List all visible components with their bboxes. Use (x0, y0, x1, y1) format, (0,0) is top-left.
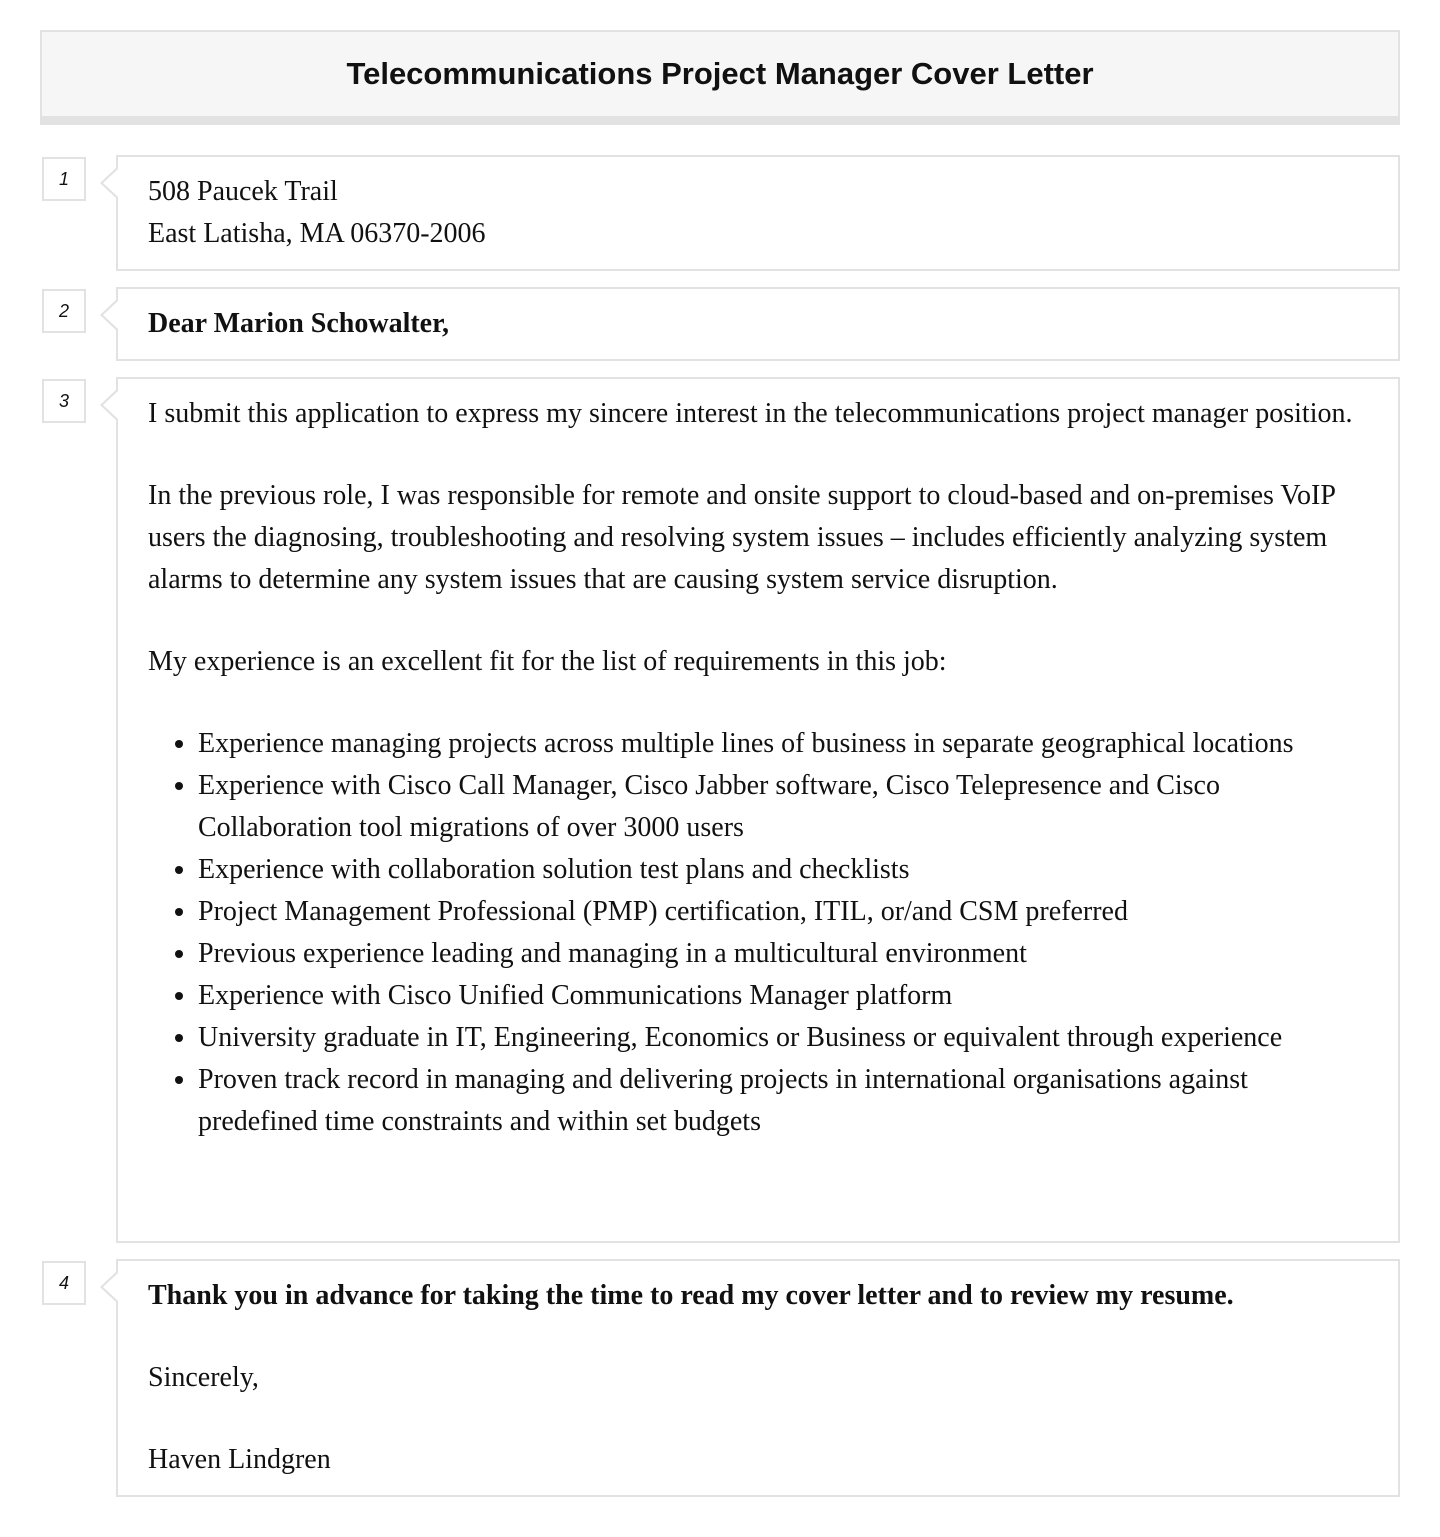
section-number-3: 3 (42, 379, 86, 423)
list-item: • Project Management Professional (PMP) certification, ITIL, or/and CSM preferred (198, 891, 1368, 933)
address-line-2: East Latisha, MA 06370-2006 (148, 218, 486, 249)
previous-role-paragraph: In the previous role, I was responsible for remote and onsite support to cloud-based and on-premises VoIP users the diagnosing, troubleshooting and resolving system issues – includes efficiently analyzing system alarms to determine any system issues that are causing system service disruption. (148, 480, 1335, 595)
list-item: • Proven track record in managing and delivering projects in international organisations against predefined time constraints and within set budgets (198, 1059, 1368, 1143)
list-item: • Experience with Cisco Call Manager, Cisco Jabber software, Cisco Telepresence and Cisco Collaboration tool migrations of over 3000 users (198, 765, 1368, 849)
list-item: • Experience managing projects across multiple lines of business in separate geographical locations (198, 723, 1368, 765)
section-number-4: 4 (42, 1261, 86, 1305)
page-header (40, 30, 1400, 125)
signature-name: Haven Lindgren (148, 1444, 331, 1475)
requirements-list (148, 723, 1368, 1143)
page-title: Telecommunications Project Manager Cover Letter (346, 56, 1094, 91)
fit-intro-paragraph: My experience is an excellent fit for the list of requirements in this job: (148, 646, 947, 677)
address-section (116, 155, 1400, 271)
closing-salutation: Sincerely, (148, 1362, 259, 1393)
list-item: • Previous experience leading and managing in a multicultural environment (198, 933, 1368, 975)
section-number-2: 2 (42, 289, 86, 333)
thanks-paragraph: Thank you in advance for taking the time to read my cover letter and to review my resume. (148, 1280, 1234, 1311)
address-line-1: 508 Paucek Trail (148, 176, 338, 207)
intro-paragraph: I submit this application to express my sincere interest in the telecommunications project manager position. (148, 398, 1353, 429)
greeting: Dear Marion Schowalter, (148, 308, 449, 339)
greeting-section (116, 287, 1400, 361)
list-item: • Experience with collaboration solution test plans and checklists (198, 849, 1368, 891)
list-item: • Experience with Cisco Unified Communications Manager platform (198, 975, 1368, 1017)
list-item: • University graduate in IT, Engineering, Economics or Business or equivalent through experience (198, 1017, 1368, 1059)
section-number-1: 1 (42, 157, 86, 201)
closing-section (116, 1259, 1400, 1497)
body-section (116, 377, 1400, 1243)
